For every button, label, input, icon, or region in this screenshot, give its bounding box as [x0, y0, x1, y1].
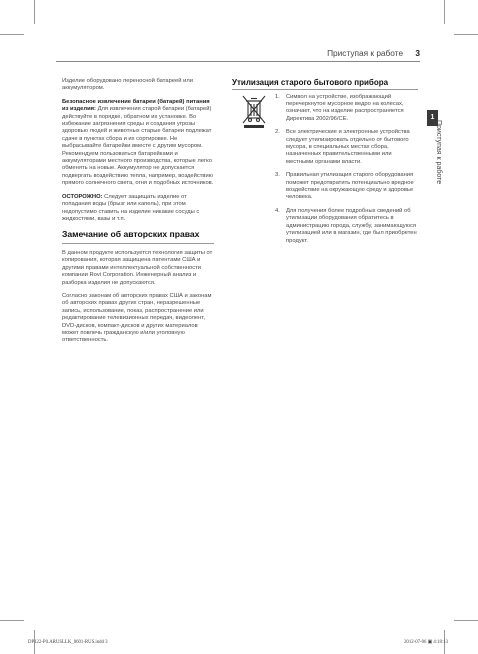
- list-item: 4. Для получения более подробных сведений об утилизации оборудования обратитесь в администрацию города, службу, занимающуюся утилизацией или в магазин, где был приобретен продукт.: [275, 207, 417, 244]
- intro-text: Изделие оборудовано переносной батареей или аккумулятором.: [62, 78, 193, 92]
- footer-date: 2012-07-06 ▣ 4:18:13: [404, 640, 448, 645]
- chapter-tab-label: Приступая к работе: [435, 120, 442, 185]
- list-item: 3. Правильная утилизация старого оборудования поможет предотвратить потенциально вредное воздействие на окружающую среду и здоровье человека.: [275, 172, 414, 201]
- crossed-bin-icon: [240, 94, 268, 130]
- chapter-number: 1: [430, 114, 435, 121]
- crop-mark: [0, 34, 24, 35]
- caution-text: Следует защищать изделие от попадания воды (брызг или капель), при этом недопустимо ставить на изделие никакие сосуды с жидкостями, вазы и т.п.: [62, 193, 200, 222]
- header-section: Приступая к работе: [327, 48, 404, 58]
- page-header: [300, 48, 420, 58]
- copyright-title: Замечание об авторских правах: [62, 229, 200, 240]
- caution-paragraph: [62, 194, 214, 224]
- footer-file: DP122-P0.ARUSLLK_0601-RUS.indd 3: [28, 640, 108, 645]
- crop-mark: [454, 620, 478, 621]
- crop-mark: [34, 0, 35, 24]
- disposal-title: Утилизация старого бытового прибора: [232, 78, 389, 87]
- battery-title: Безопасное извлечение батареи (батарей) питания из изделия:: [62, 98, 210, 113]
- copyright-paragraph-2: Согласно законам об авторских правах США и законам об авторских правах других стран, неразрешенные запись, использование, показ, распространение или редактирование телевизионных передач, видеолент, DVD-дисков, компакт-дисков и других материалов может повлечь гражданскую и/или уголовную ответственность.: [62, 292, 212, 344]
- battery-paragraph: [62, 99, 214, 188]
- page-number: 3: [415, 48, 420, 58]
- list-item: 1. Символ на устройстве, изображающий перечеркнутое мусорное ведро на колесах, означает, что на изделие распространяется Директива 2002/96/CE.: [275, 93, 404, 122]
- crop-mark: [0, 620, 24, 621]
- battery-text: Для извлечения старой батареи (батарей) действуйте в порядке, обратном их установке. Во избежание загрязнения среды и создания угрозы здоровью людей и животных старые батареи подлежат сдаче в пунктах сбора и их сортировке. Не выбрасывайте батарейки вместе с другим мусором. Рекомендуем пользоваться батарейками и аккумуляторами местного производства, которые легко обменять на новые. Аккумулятор не допускается подвергать воздействию тепла, например, воздействию прямого солнечного света, огня и подобных источников.: [62, 106, 214, 187]
- copyright-paragraph-1: В данном продукте используется технология защиты от копирования, которая защищена патентами США и другими правами интеллектуальной собственности компании Rovi Corporation. Инженерный анализ и разборка изделия не допускаются.: [62, 249, 213, 286]
- copyright-divider: [62, 243, 214, 244]
- caution-label: ОСТОРОЖНО:: [62, 193, 103, 200]
- disposal-divider: [232, 89, 418, 90]
- header-divider: [56, 61, 420, 62]
- list-item: 2. Все электрические и электронные устройства следует утилизировать отдельно от бытового мусора, в специальных местах сбора, назначенных правительственными или местными органами власти.: [275, 129, 410, 165]
- print-footer: [28, 640, 448, 645]
- left-column: [62, 78, 214, 351]
- crop-mark: [444, 0, 445, 24]
- crop-mark: [454, 34, 478, 35]
